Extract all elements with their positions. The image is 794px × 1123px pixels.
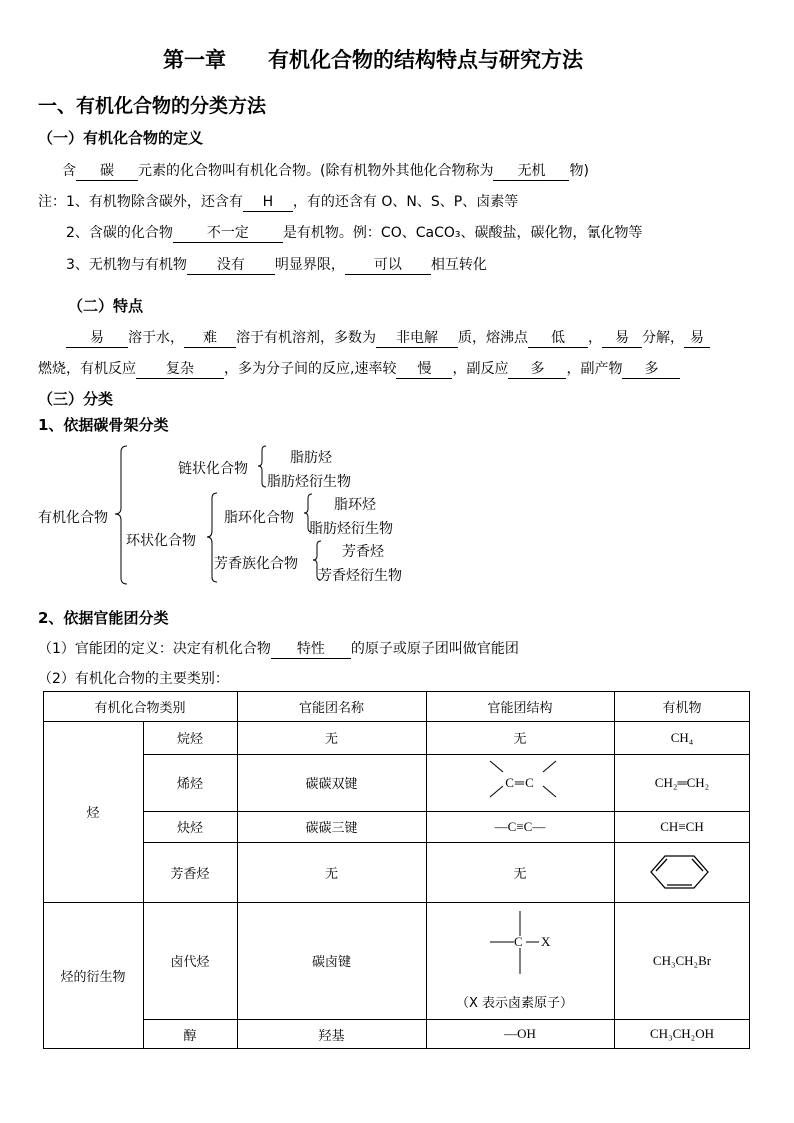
- table-row-example: CH₃CH₂Br: [652, 952, 712, 968]
- table-row-group-name: 碳碳三键: [305, 821, 358, 836]
- table-row-structure: C═C: [505, 774, 535, 790]
- definition-heading: （一）有机化合物的定义: [38, 129, 204, 147]
- table-row-class: 炔烃: [176, 821, 203, 836]
- table-row-class: 烯烃: [176, 777, 203, 792]
- tree-aromatic: 芳香族化合物: [214, 556, 298, 572]
- header-category: 有机化合物类别: [94, 700, 186, 716]
- table-row-class: 烷烃: [176, 732, 203, 747]
- tree-chain: 链状化合物: [178, 461, 248, 477]
- note-line-1: 注：1、有机物除含碳外，还含有 H ，有的还含有 O、N、S、P、卤素等: [38, 194, 519, 210]
- table-row-structure: —OH: [504, 1026, 536, 1041]
- tree-root: 有机化合物: [38, 510, 108, 526]
- features-line-2: 燃烧，有机反应 复杂 ，多为分子间的反应,速率较 慢 ，副反应 多 ，副产物 多: [38, 358, 680, 379]
- section-heading: 一、有机化合物的分类方法: [38, 95, 267, 117]
- table-row-group-name: 碳碳双键: [305, 777, 358, 792]
- classify-by-group-heading: 2、依据官能团分类: [38, 609, 169, 627]
- header-group-name: 官能团名称: [298, 700, 364, 716]
- table-row-class: 卤代烃: [170, 955, 210, 970]
- table-row-structure: —C≡C—: [494, 818, 546, 834]
- header-group-structure: 官能团结构: [487, 700, 553, 716]
- tree-alicyclic-a: 脂环烃: [334, 497, 376, 513]
- functional-group-table: [43, 691, 750, 1049]
- tree-ring: 环状化合物: [126, 533, 196, 549]
- table-row-group-name: 碳卤键: [311, 955, 351, 970]
- haloalkane-halogen-label: X: [541, 934, 551, 949]
- group-hydrocarbon: 烃: [86, 806, 100, 821]
- tree-aromatic-b: 芳香烃衍生物: [318, 568, 402, 584]
- features-line-1: 易 溶于水， 难 溶于有机溶剂，多数为 非电解 质，熔沸点 低 ， 易 分解， 易: [66, 327, 710, 348]
- table-row-example: CH₃CH₂OH: [650, 1026, 714, 1041]
- tree-alicyclic-b: 脂肪烃衍生物: [309, 521, 393, 537]
- note-line-3: 3、无机物与有机物 没有 明显界限， 可以 相互转化: [66, 257, 487, 273]
- classify-heading: （三）分类: [38, 390, 114, 408]
- table-row-example: CH≡CH: [660, 818, 704, 834]
- page-title: 第一章 有机化合物的结构特点与研究方法: [163, 48, 583, 72]
- classify-by-skeleton-heading: 1、依据碳骨架分类: [38, 416, 169, 434]
- group-derivative: 烃的衍生物: [60, 970, 126, 985]
- tree-chain-a: 脂肪烃: [290, 450, 332, 466]
- header-example: 有机物: [662, 700, 702, 716]
- table-row-group-name: 无: [324, 732, 338, 747]
- table-row-class: 芳香烃: [170, 866, 210, 882]
- table-row-group-name: 羟基: [318, 1028, 345, 1044]
- haloalkane-carbon-label: C: [514, 934, 523, 949]
- haloalkane-note: （X 表示卤素原子）: [456, 996, 574, 1011]
- table-row-example: CH₄: [670, 729, 694, 745]
- table-row-example: CH₂═CH₂: [654, 774, 710, 790]
- table-row-structure: 无: [513, 732, 527, 747]
- functional-group-definition: （1）官能团的定义：决定有机化合物 特性 的原子或原子团叫做官能团: [38, 641, 519, 657]
- definition-line: 含 碳 元素的化合物叫有机化合物。(除有机物外其他化合物称为 无机 物): [62, 163, 589, 179]
- tree-alicyclic: 脂环化合物: [224, 510, 294, 526]
- features-heading: （二）特点: [68, 297, 144, 315]
- benzene-ring-icon: [651, 856, 708, 888]
- tree-chain-b: 脂肪烃衍生物: [267, 474, 351, 490]
- table-row-group-name: 无: [324, 866, 338, 882]
- table-row-structure: 无: [513, 866, 527, 882]
- tree-aromatic-a: 芳香烃: [342, 544, 384, 560]
- table-row-class: 醇: [183, 1028, 197, 1044]
- main-categories-label: （2）有机化合物的主要类别：: [38, 671, 229, 687]
- note-line-2: 2、含碳的化合物 不一定 是有机物。例：CO、CaCO₃、碳酸盐，碳化物，氰化物等: [66, 225, 643, 241]
